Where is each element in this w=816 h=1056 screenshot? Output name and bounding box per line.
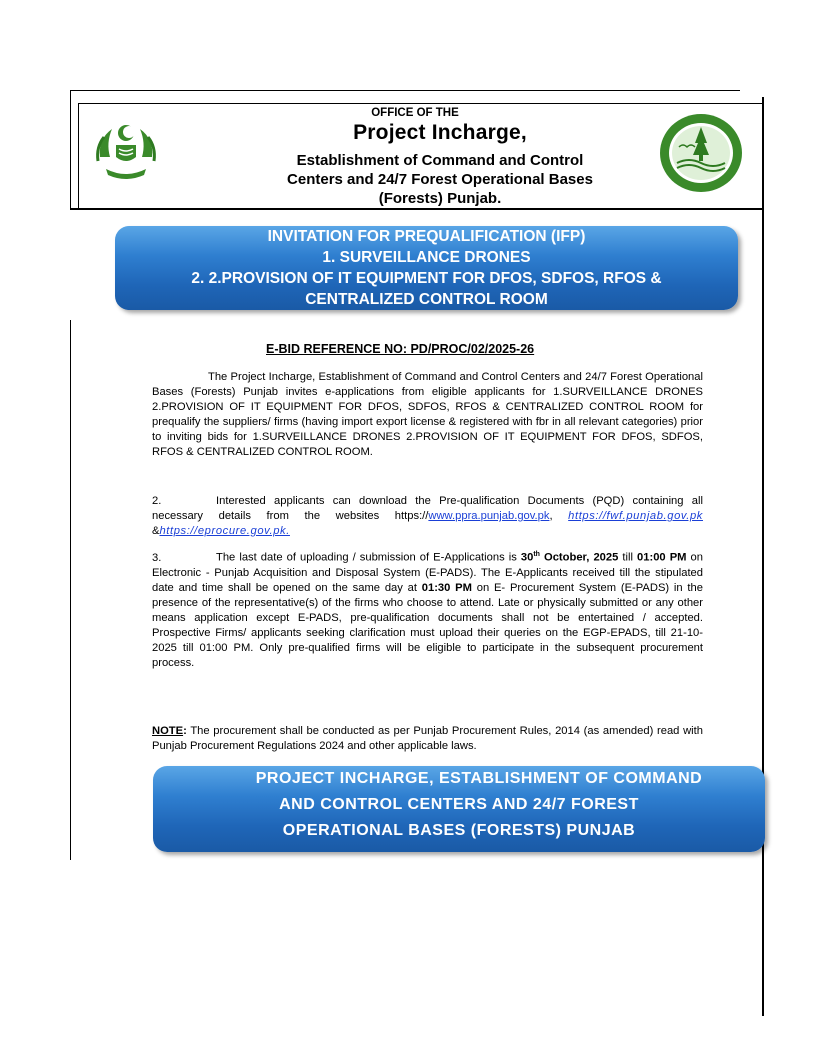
establishment-line-3: (Forests) Punjab. — [378, 190, 502, 207]
deadline-day: 30 — [520, 551, 534, 564]
top-border-line — [70, 90, 740, 91]
ebid-reference: E-BID REFERENCE NO: PD/PROC/02/2025-26 — [266, 342, 535, 356]
paragraph-1: The Project Incharge, Establishment of Command and Control Centers and 24/7 Forest Operational Bases (Forests) Punjab invites e-applications from eligible applicants for 1.SURVEILLANCE DRONES 2.PROVISION OF IT EQUIPMENT FOR DFOS, SDFOS, RFOS & CENTRALIZED CONTROL ROOM for prequalify the suppliers/ firms (having import export license & registered with fbr in all relevant categories) prior to inviting bids for 1.SURVEILLANCE DRONES 2.PROVISION OF IT EQUIPMENT FOR DFOS, SDFOS, RFOS & CENTRALIZED CONTROL ROOM. — [152, 371, 703, 458]
issuer-line-1: PROJECT INCHARGE, ESTABLISHMENT OF COMMAND — [255, 770, 703, 787]
eprocure-link[interactable]: https://eprocure.gov.pk. — [159, 525, 290, 537]
ifp-item-1: 1. SURVEILLANCE DRONES — [322, 249, 531, 266]
punjab-government-seal-icon — [92, 117, 160, 185]
header-box-left — [78, 103, 79, 208]
right-border-line — [762, 97, 764, 1016]
header-box-bottom — [70, 208, 763, 210]
paragraph-2-text: Interested applicants can download the Pre-qualification Documents (PQD) containing all necessary details from the websites https:// — [152, 495, 703, 522]
paragraph-3-text-4: on E- Procurement System (E-PADS) in the presence of the representative(s) of the firms who choose to attend. Late or physically submitted or any other means application except E-PADS, pre-qualification documents shall not be entertained / accepted. Prospective Firms/ applicants seeking clarification must upload their queries on the EGP-EPADS, till 21-10-2025 till 01:00 PM. Only pre-qualified firms will be eligible to participate in the subsequent procurement process. — [152, 581, 703, 669]
title-banner — [115, 226, 738, 310]
issuer-line-3: OPERATIONAL BASES (FORESTS) PUNJAB — [282, 822, 636, 839]
opening-time: 01:30 PM — [421, 581, 472, 594]
deadline-day-suffix: th — [533, 551, 540, 558]
left-border-line — [70, 90, 71, 210]
establishment-title — [220, 151, 660, 208]
paragraph-2-number: 2. — [152, 495, 162, 507]
issuer-line-2: AND CONTROL CENTERS AND 24/7 FOREST — [279, 796, 639, 813]
ifp-item-2: 2. 2.PROVISION OF IT EQUIPMENT FOR DFOS, SDFOS, RFOS & — [191, 270, 662, 287]
deadline-month-year: October, 2025 — [539, 551, 619, 564]
fwf-link[interactable]: https://fwf.punjab.gov.pk — [568, 510, 703, 522]
note-text: The procurement shall be conducted as per Punjab Procurement Rules, 2014 (as amended) read with Punjab Procurement Regulations 2024 and other applicable laws. — [152, 725, 703, 752]
paragraph-2-comma: , — [549, 510, 553, 522]
ifp-title: INVITATION FOR PREQUALIFICATION (IFP) — [267, 228, 586, 245]
paragraph-3-text-1: The last date of uploading / submission of E-Applications is — [216, 551, 521, 564]
paragraph-3 — [152, 547, 703, 671]
body-left-border-line — [70, 320, 71, 860]
note-paragraph — [152, 724, 703, 754]
establishment-line-2: Centers and 24/7 Forest Operational Bases — [287, 171, 593, 188]
establishment-line-1: Establishment of Command and Control — [296, 152, 584, 169]
deadline-time: 01:00 PM — [637, 551, 687, 564]
issuer-banner — [153, 766, 765, 852]
ppra-link[interactable]: www.ppra.punjab.gov.pk — [428, 510, 550, 522]
paragraph-2 — [152, 494, 703, 539]
project-incharge-title: Project Incharge, — [353, 121, 527, 144]
paragraph-3-number: 3. — [152, 551, 162, 564]
header-box-top — [78, 103, 763, 104]
paragraph-2-amp: & — [152, 525, 160, 537]
paragraph-3-text-3: on Electronic - Punjab Acquisition and Disposal System (E-PADS). The E-Applicants received till the stipulated date and time shall be opened on the same day at — [152, 551, 703, 594]
note-colon: : — [183, 725, 187, 737]
note-label: NOTE — [152, 725, 184, 737]
ifp-item-2-cont: CENTRALIZED CONTROL ROOM — [305, 291, 548, 308]
paragraph-3-text-2: till — [618, 551, 638, 564]
office-of-label: OFFICE OF THE — [371, 107, 459, 119]
punjab-forest-department-logo-icon — [659, 113, 743, 193]
